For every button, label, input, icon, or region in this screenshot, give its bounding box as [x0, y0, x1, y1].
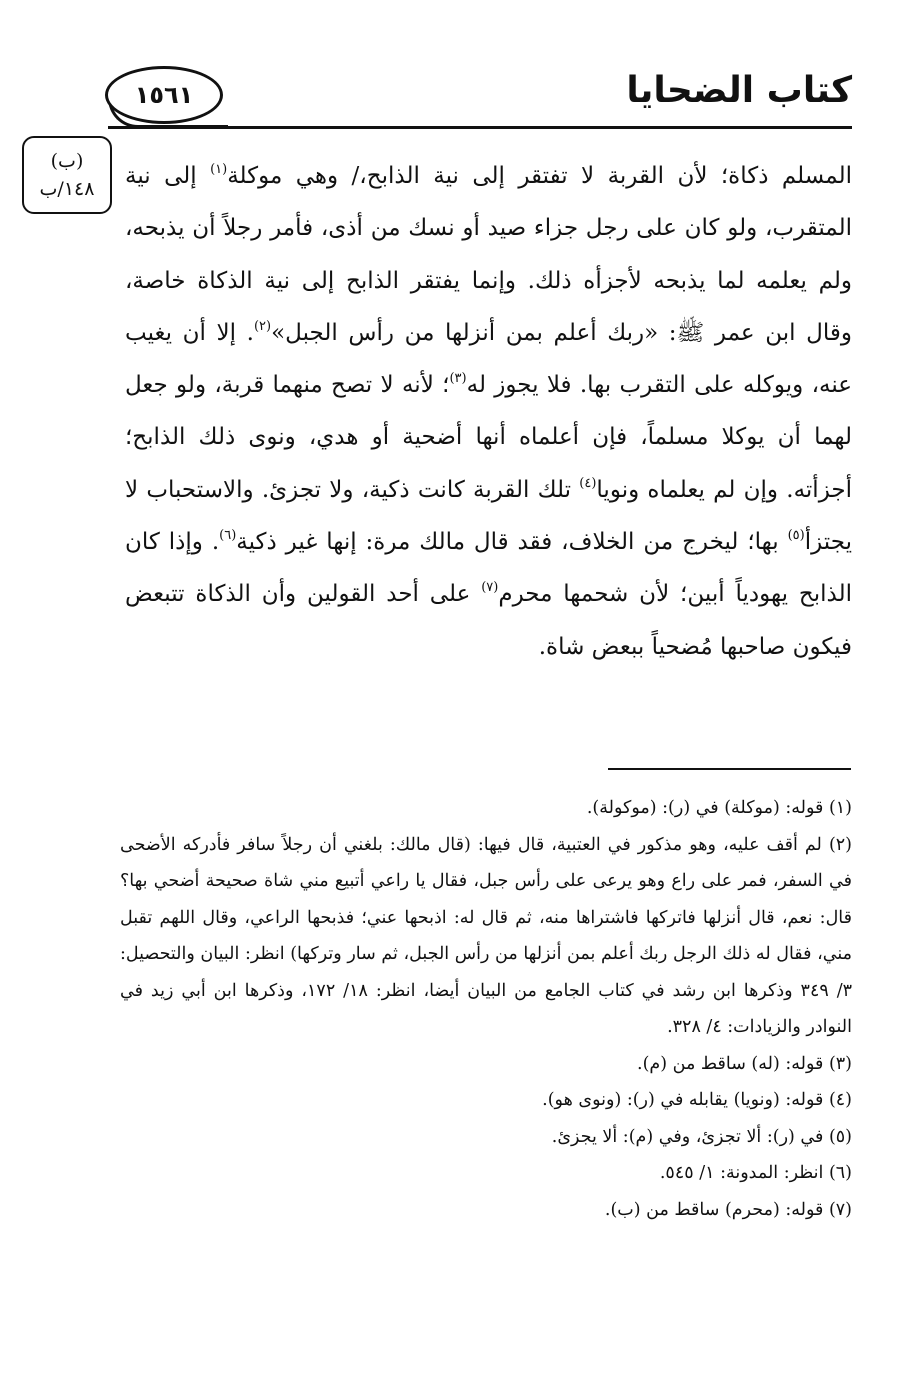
folio-note-line-2: ١٤٨/ب: [39, 178, 95, 200]
footnote-ref: (٦): [219, 528, 237, 544]
footnote-text: قوله: (له) ساقط من (م).: [637, 1053, 829, 1074]
footnote-text: لم أقف عليه، وهو مذكور في العتبية، قال فيها: (قال مالك: بلغني أن رجلاً سافر فأدركه الأضحى في السفر، فمر على راع وهو يرعى على رأس جبل، فقال يا راعي أتبيع مني شاة صحيحة أضحي بها؟ قال: نعم، قال أنزلها فاتركها فاشتراها منه، ثم قال له: اذبحها عني؛ فذبحها الراعي، وقال اللهم تقبل مني، فقال له ذلك الرجل ربك أعلم بمن أنزلها من رأس الجبل، ثم سار وتركها) انظر: البيان والتحصيل: ٣/ ٣٤٩ وذكرها ابن رشد في كتاب الجامع من البيان أيضا، انظر: ١٨/ ١٧٢، وذكرها ابن أبي زيد في النوادر والزيادات: ٤/ ٣٢٨.: [120, 834, 853, 1037]
footnote-number: (٧): [828, 1199, 852, 1220]
footnote-ref: (٣): [449, 371, 467, 387]
footnote-text: قوله: (محرم) ساقط من (ب).: [604, 1199, 829, 1220]
text-run: على أحد القولين وأن الذكاة تتبعض فيكون صاحبها مُضحياً ببعض شاة.: [125, 581, 852, 660]
text-run: تلك القربة كانت ذكية، ولا تجزئ. والاستحباب لا يجتزأ: [125, 476, 852, 556]
footnote-number: (٥): [828, 1126, 852, 1147]
footnote-ref: (٥): [787, 528, 805, 544]
text-run: . وإذا كان الذابح يهودياً أبين؛ لأن شحمها محرم: [125, 529, 852, 608]
manuscript-folio-note: [22, 136, 112, 214]
footnote-item: [120, 1082, 852, 1119]
running-header-title: كتاب الضحايا: [626, 70, 852, 111]
footnote-number: (٦): [828, 1163, 852, 1183]
footnote-ref: (١): [210, 162, 228, 177]
footnote-number: (٢): [828, 834, 852, 855]
footnote-separator: [608, 768, 851, 770]
footnote-item: [120, 1119, 852, 1156]
footnote-item: [120, 1155, 852, 1192]
footnote-item: [120, 1192, 852, 1229]
footnote-number: (٤): [828, 1090, 852, 1110]
footnotes-section: [120, 790, 852, 1228]
folio-note-line-1: (ب): [50, 150, 84, 172]
footnote-ref: (٢): [253, 318, 272, 334]
footnote-ref: (٤): [579, 475, 597, 491]
text-run: ؛ لأنه لا تصح منهما قربة، ولو جعل لهما أن يوكلا مسلماً، فإن أعلماه أنها أضحية أو هدي، ونوى ذلك الذابح؛ أجزأته. وإن لم يعلماه ونويا: [125, 372, 852, 503]
body-paragraph: [125, 150, 852, 673]
text-run: إلى نية المتقرب، ولو كان على رجل جزاء صيد أو نسك من أذى، فأمر رجلاً أن يذبحه، ولم يعلمه لما يذبحه لأجزأه ذلك. وإنما يفتقر الذابح إلى نية الذكاة خاصة، وقال ابن عمر ﷺ: «ربك أعلم بمن أنزلها من رأس الجبل»: [125, 163, 852, 346]
header-rule: [108, 126, 852, 129]
page-number-text: ١٥٦١: [134, 81, 194, 109]
footnote-text: في (ر): ألا تجزئ، وفي (م): ألا يجزئ.: [551, 1126, 829, 1147]
footnote-item: [120, 827, 852, 1046]
text-run: بها؛ ليخرج من الخلاف، فقد قال مالك مرة: إنها غير ذكية: [236, 529, 788, 556]
footnote-text: قوله: (ونويا) يقابله في (ر): (ونوى هو).: [542, 1090, 829, 1110]
footnote-number: (١): [828, 798, 852, 818]
footnote-number: (٣): [828, 1053, 852, 1074]
footnote-item: [120, 1046, 852, 1083]
footnote-text: قوله: (موكلة) في (ر): (موكولة).: [586, 798, 829, 818]
text-run: المسلم ذكاة؛ لأن القربة لا تفتقر إلى نية الذابح،/ وهي موكلة: [227, 163, 852, 189]
footnote-text: انظر: المدونة: ١/ ٥٤٥.: [659, 1163, 829, 1183]
footnote-ref: (٧): [481, 580, 499, 596]
page-number: [105, 66, 223, 124]
footnote-item: [120, 790, 852, 827]
text-run: . إلا أن يغيب عنه، ويوكله على التقرب بها. فلا يجوز له: [125, 319, 853, 399]
main-body-text: [125, 150, 852, 673]
